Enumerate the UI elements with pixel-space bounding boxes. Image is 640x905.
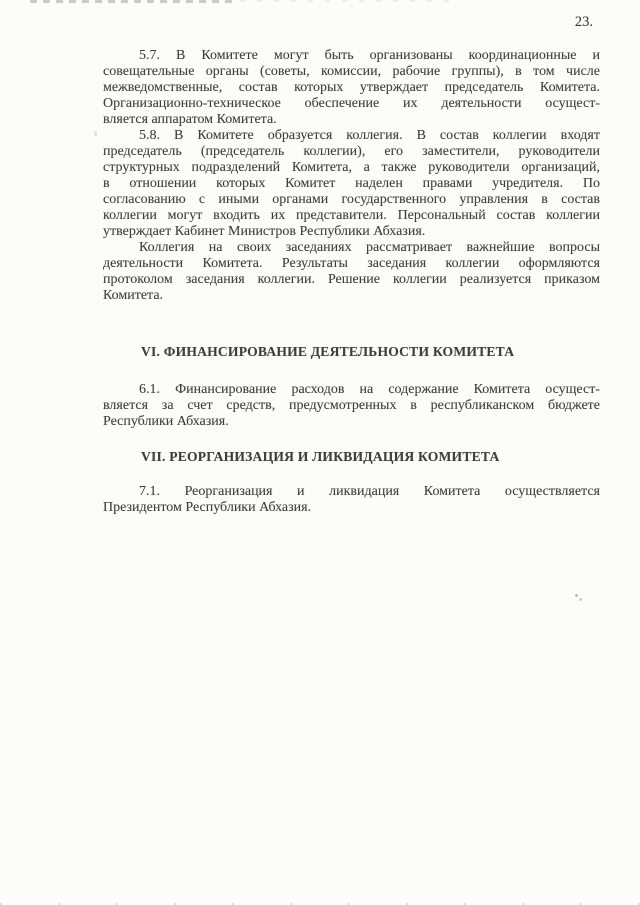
text-line: вляется за счет средств, предусмотренных в республиканском бюджете [103, 398, 600, 413]
text-line: совещательные органы (советы, комиссии, рабочие группы), в том числе [103, 64, 600, 79]
text-line: Президентом Республики Абхазия. [103, 500, 312, 515]
text-line: межведомственные, состав которых утверждает председатель Комитета. [103, 80, 600, 95]
paragraph-5-8 [103, 128, 600, 240]
scan-artifact-top-edge [30, 0, 235, 3]
text-line: 6.1. Финансирование расходов на содержание Комитета осущест- [139, 382, 600, 397]
paragraph-5-7 [103, 48, 600, 128]
text-line: 7.1. Реорганизация и ликвидация Комитета осуществляется [139, 484, 600, 499]
text-line: деятельности Комитета. Результаты заседания коллегии оформляются [103, 256, 600, 271]
text-line: коллегии могут входить их представители. Персональный состав коллегии [103, 208, 600, 223]
text-line: в отношении которых Комитет наделен правами учредителя. По [103, 176, 600, 191]
page-number: 23. [574, 14, 593, 30]
scan-speck [579, 598, 582, 601]
text-line: Республики Абхазия. [103, 414, 229, 429]
text-line: 5.7. В Комитете могут быть организованы координационные и [139, 48, 600, 63]
text-line: Коллегия на своих заседаниях рассматривает важнейшие вопросы [139, 240, 600, 255]
text-line: структурных подразделений Комитета, а также руководители организаций, [103, 160, 600, 175]
scan-speck [94, 131, 97, 136]
document-body [103, 48, 600, 516]
text-line: председатель (председатель коллегии), его заместители, руководители [103, 144, 600, 159]
text-line: 5.8. В Комитете образуется коллегия. В состав коллегии входят [139, 128, 600, 143]
text-line: согласованию с иными органами государственного управления в состав [103, 192, 600, 207]
section-heading-vii: VII. РЕОРГАНИЗАЦИЯ И ЛИКВИДАЦИЯ КОМИТЕТА [141, 449, 500, 464]
text-line: протоколом заседания коллегии. Решение коллегии реализуется приказом [103, 272, 600, 287]
paragraph-7-1 [103, 484, 600, 516]
text-line: Комитета. [103, 288, 164, 303]
scan-speck [350, 5, 352, 7]
paragraph-6-1 [103, 382, 600, 430]
section-heading-vi: VI. ФИНАНСИРОВАНИЕ ДЕЯТЕЛЬНОСТИ КОМИТЕТА [141, 344, 515, 359]
text-line: Организационно-техническое обеспечение их деятельности осущест- [103, 96, 600, 111]
text-line: утверждает Кабинет Министров Республики Абхазия. [103, 224, 426, 239]
scan-artifact-top-edge-faint [240, 0, 455, 2]
paragraph-kollegia [103, 240, 600, 304]
text-line: вляется аппаратом Комитета. [103, 112, 277, 127]
scan-speck [575, 594, 578, 597]
